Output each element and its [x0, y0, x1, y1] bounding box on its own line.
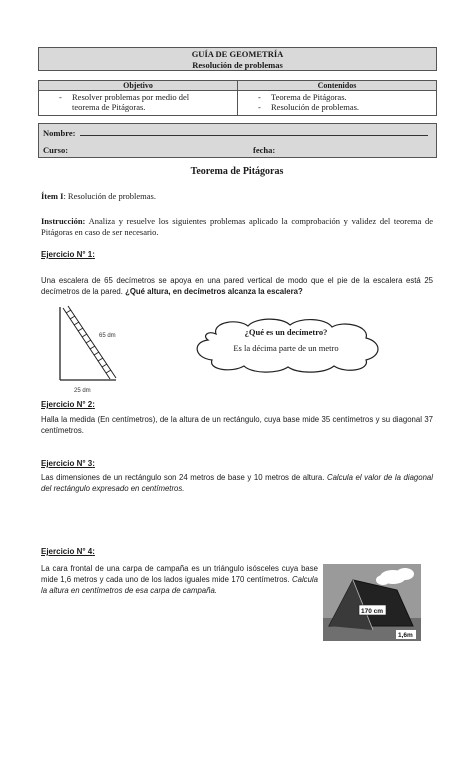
date-label: fecha: [253, 145, 276, 155]
guide-subtitle: Resolución de problemas [192, 60, 283, 70]
objective-cell [39, 91, 238, 116]
instruction-label: Instrucción: [41, 216, 86, 226]
exercise-4-statement: La cara frontal de una carpa de campaña es un triángulo isósceles cuya base mide 1,6 metros y cada uno de los lados iguales mide 170 centímetros. [41, 564, 318, 584]
bullet-dash: - [258, 102, 261, 112]
objective-column-header: Objetivo [39, 81, 238, 90]
item-line [41, 191, 433, 202]
item-label: Ítem I [41, 191, 64, 201]
exercise-4-question: Calcula la altura en centímetros de esa carpa de campaña. [41, 575, 318, 595]
exercise-4-text [41, 563, 318, 596]
objectives-table-body [39, 91, 436, 116]
exercise-1-question: ¿Qué altura, en decímetros alcanza la escalera? [125, 287, 303, 296]
ladder-figure [52, 305, 124, 395]
name-field-line[interactable] [80, 135, 428, 136]
exercise-2-heading-text: Ejercicio N° 2 [41, 400, 93, 409]
exercise-4-heading [41, 547, 95, 556]
instruction-text: Analiza y resuelve los siguientes problemas aplicado la comprobación y validez del teorema de Pitágoras en caso de ser necesario. [41, 216, 433, 237]
exercise-4-heading-text: Ejercicio N° 4 [41, 547, 93, 556]
exercise-1-text [41, 275, 433, 297]
objectives-table-header [39, 81, 436, 91]
page-title: Teorema de Pitágoras [190, 166, 284, 177]
exercise-2-heading [41, 400, 95, 409]
exercise-4-colon: : [92, 547, 95, 556]
contents-column-header: Contenidos [317, 81, 357, 90]
course-label: Curso: [43, 145, 69, 155]
exercise-1-heading [41, 250, 95, 259]
ladder-base-label: 25 dm [74, 388, 91, 394]
content-item-1: Teorema de Pitágoras. [271, 92, 347, 102]
contents-cell [238, 91, 436, 116]
bullet-dash: - [258, 92, 261, 102]
tent-base-label: 1,6m [398, 632, 413, 639]
exercise-3-heading [41, 459, 95, 468]
exercise-1-statement: Una escalera de 65 decímetros se apoya en una pared vertical de modo que el pie de la escalera está 25 decímetros de la pared. [41, 276, 433, 296]
objective-line-2: teorema de Pitágoras. [72, 102, 146, 112]
instruction-paragraph [41, 216, 433, 238]
exercise-1-colon: : [92, 250, 95, 259]
tent-picture [323, 564, 421, 641]
cloud-question: ¿Qué es un decímetro? [244, 327, 328, 337]
exercise-3-heading-text: Ejercicio N° 3 [41, 459, 93, 468]
guide-title: GUÍA DE GEOMETRÍA [191, 49, 284, 59]
guide-header [38, 47, 437, 71]
objective-line-1: Resolver problemas por medio del [72, 92, 190, 102]
ladder-height-label: 65 dm [99, 333, 116, 339]
ladder-rungs [66, 310, 111, 373]
name-label: Nombre: [43, 128, 76, 138]
exercise-1-heading-text: Ejercicio N° 1 [41, 250, 93, 259]
objectives-table [38, 80, 437, 116]
exercise-3-colon: : [92, 459, 95, 468]
exercise-3-statement: Las dimensiones de un rectángulo son 24 metros de base y 10 metros de altura. [41, 473, 327, 482]
decimeter-cloud [186, 316, 386, 374]
exercise-2-colon: : [92, 400, 95, 409]
content-item-2: Resolución de problemas. [271, 102, 360, 112]
student-info-box [38, 123, 437, 158]
tent-side-label: 170 cm [361, 608, 384, 615]
exercise-2-text: Halla la medida (En centímetros), de la altura de un rectángulo, cuya base mide 35 centímetros y su diagonal 37 centímetros. [41, 415, 433, 435]
ladder-rail-right [68, 306, 116, 378]
item-text: : Resolución de problemas. [63, 191, 156, 201]
cloud-answer: Es la décima parte de un metro [233, 343, 339, 353]
exercise-3-question: Calcula el valor de la diagonal del rectángulo expresado en centímetros. [41, 473, 433, 493]
bullet-dash: - [59, 92, 62, 102]
exercise-3-text [41, 472, 433, 494]
